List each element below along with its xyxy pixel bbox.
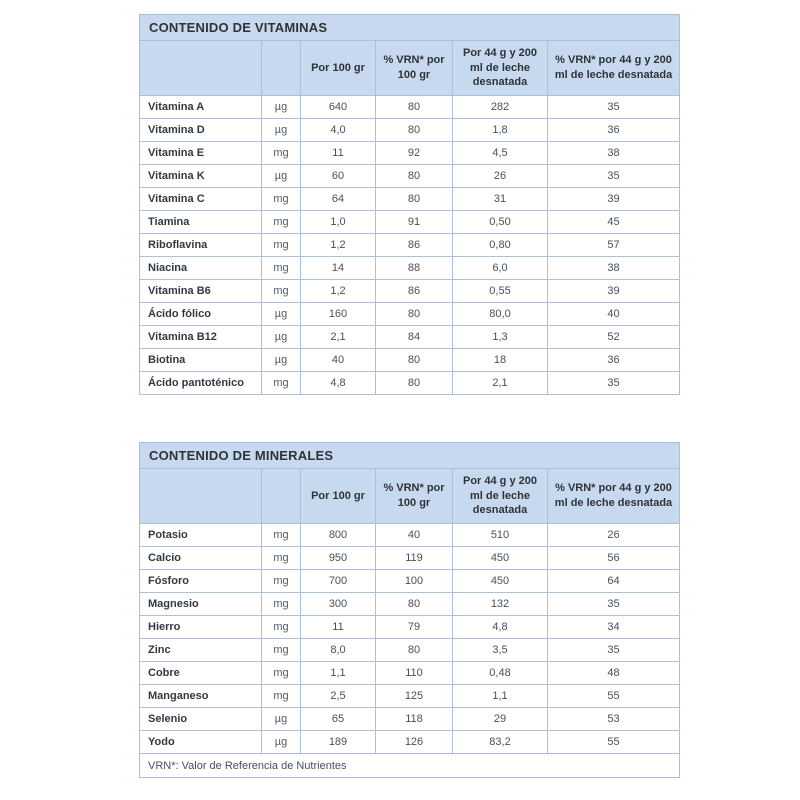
unit-cell: µg	[262, 708, 301, 731]
vitamins-table	[139, 14, 680, 395]
per-serving-cell: 0,55	[453, 280, 548, 303]
empty-header-cell	[140, 41, 262, 96]
empty-header-cell	[262, 41, 301, 96]
nutrient-name-cell: Potasio	[140, 524, 262, 547]
footnote-row	[140, 754, 680, 778]
table-row	[140, 96, 680, 119]
table-row	[140, 524, 680, 547]
minerals-title-row	[140, 443, 680, 469]
per-100-cell: 950	[301, 547, 376, 570]
vrn-serving-cell: 45	[548, 211, 680, 234]
column-header-vrn-serving: % VRN* por 44 g y 200 ml de leche desnatada	[548, 469, 680, 524]
per-100-cell: 8,0	[301, 639, 376, 662]
per-100-cell: 189	[301, 731, 376, 754]
vitamins-title-row	[140, 15, 680, 41]
unit-cell: mg	[262, 616, 301, 639]
vrn-serving-cell: 35	[548, 165, 680, 188]
vrn-100-cell: 80	[376, 119, 453, 142]
vitamins-header-row	[140, 41, 680, 96]
unit-cell: mg	[262, 547, 301, 570]
vrn-100-cell: 125	[376, 685, 453, 708]
per-serving-cell: 26	[453, 165, 548, 188]
per-serving-cell: 18	[453, 349, 548, 372]
vrn-100-cell: 91	[376, 211, 453, 234]
unit-cell: µg	[262, 349, 301, 372]
vrn-serving-cell: 39	[548, 188, 680, 211]
per-serving-cell: 0,80	[453, 234, 548, 257]
per-serving-cell: 3,5	[453, 639, 548, 662]
vrn-100-cell: 84	[376, 326, 453, 349]
vrn-serving-cell: 36	[548, 119, 680, 142]
unit-cell: mg	[262, 234, 301, 257]
unit-cell: mg	[262, 662, 301, 685]
table-row	[140, 303, 680, 326]
per-100-cell: 11	[301, 142, 376, 165]
per-serving-cell: 1,8	[453, 119, 548, 142]
vrn-100-cell: 119	[376, 547, 453, 570]
vrn-100-cell: 80	[376, 96, 453, 119]
nutrient-name-cell: Vitamina A	[140, 96, 262, 119]
vrn-100-cell: 80	[376, 188, 453, 211]
vrn-serving-cell: 34	[548, 616, 680, 639]
vrn-footnote: VRN*: Valor de Referencia de Nutrientes	[140, 754, 680, 778]
unit-cell: mg	[262, 570, 301, 593]
nutrient-name-cell: Ácido fólico	[140, 303, 262, 326]
per-100-cell: 800	[301, 524, 376, 547]
nutrient-name-cell: Selenio	[140, 708, 262, 731]
column-header-per-serving: Por 44 g y 200 ml de leche desnatada	[453, 469, 548, 524]
table-row	[140, 593, 680, 616]
per-serving-cell: 31	[453, 188, 548, 211]
per-100-cell: 1,2	[301, 234, 376, 257]
nutrient-name-cell: Vitamina E	[140, 142, 262, 165]
table-row	[140, 188, 680, 211]
per-serving-cell: 83,2	[453, 731, 548, 754]
per-100-cell: 1,1	[301, 662, 376, 685]
minerals-table-title: CONTENIDO DE MINERALES	[140, 443, 680, 469]
vrn-serving-cell: 57	[548, 234, 680, 257]
per-100-cell: 160	[301, 303, 376, 326]
vrn-100-cell: 92	[376, 142, 453, 165]
vrn-serving-cell: 55	[548, 685, 680, 708]
vrn-100-cell: 79	[376, 616, 453, 639]
vrn-100-cell: 100	[376, 570, 453, 593]
per-100-cell: 1,2	[301, 280, 376, 303]
vrn-100-cell: 80	[376, 372, 453, 395]
per-serving-cell: 132	[453, 593, 548, 616]
vrn-serving-cell: 35	[548, 639, 680, 662]
unit-cell: mg	[262, 211, 301, 234]
per-serving-cell: 0,48	[453, 662, 548, 685]
empty-header-cell	[262, 469, 301, 524]
vrn-serving-cell: 48	[548, 662, 680, 685]
table-row	[140, 119, 680, 142]
vrn-100-cell: 86	[376, 280, 453, 303]
table-row	[140, 280, 680, 303]
per-100-cell: 4,8	[301, 372, 376, 395]
unit-cell: µg	[262, 96, 301, 119]
per-100-cell: 60	[301, 165, 376, 188]
unit-cell: µg	[262, 119, 301, 142]
per-serving-cell: 4,5	[453, 142, 548, 165]
per-serving-cell: 450	[453, 570, 548, 593]
vrn-serving-cell: 36	[548, 349, 680, 372]
unit-cell: µg	[262, 165, 301, 188]
unit-cell: µg	[262, 731, 301, 754]
per-serving-cell: 0,50	[453, 211, 548, 234]
nutrient-name-cell: Vitamina C	[140, 188, 262, 211]
table-row	[140, 685, 680, 708]
vrn-serving-cell: 38	[548, 142, 680, 165]
vitamins-table-title: CONTENIDO DE VITAMINAS	[140, 15, 680, 41]
per-100-cell: 4,0	[301, 119, 376, 142]
column-header-vrn-serving: % VRN* por 44 g y 200 ml de leche desnatada	[548, 41, 680, 96]
table-row	[140, 349, 680, 372]
column-header-per-100: Por 100 gr	[301, 469, 376, 524]
nutrient-name-cell: Magnesio	[140, 593, 262, 616]
per-serving-cell: 282	[453, 96, 548, 119]
per-100-cell: 300	[301, 593, 376, 616]
per-serving-cell: 510	[453, 524, 548, 547]
vrn-100-cell: 118	[376, 708, 453, 731]
nutrient-name-cell: Tiamina	[140, 211, 262, 234]
nutrient-name-cell: Yodo	[140, 731, 262, 754]
vrn-100-cell: 88	[376, 257, 453, 280]
per-100-cell: 640	[301, 96, 376, 119]
per-serving-cell: 80,0	[453, 303, 548, 326]
nutrient-name-cell: Riboflavina	[140, 234, 262, 257]
unit-cell: mg	[262, 639, 301, 662]
nutrient-name-cell: Hierro	[140, 616, 262, 639]
vrn-serving-cell: 56	[548, 547, 680, 570]
vrn-serving-cell: 52	[548, 326, 680, 349]
table-row	[140, 142, 680, 165]
table-row	[140, 372, 680, 395]
table-row	[140, 257, 680, 280]
table-row	[140, 639, 680, 662]
nutrient-name-cell: Fósforo	[140, 570, 262, 593]
unit-cell: mg	[262, 280, 301, 303]
vrn-serving-cell: 40	[548, 303, 680, 326]
unit-cell: µg	[262, 303, 301, 326]
table-row	[140, 234, 680, 257]
minerals-header-row	[140, 469, 680, 524]
vrn-100-cell: 80	[376, 639, 453, 662]
per-serving-cell: 4,8	[453, 616, 548, 639]
table-row	[140, 616, 680, 639]
table-row	[140, 211, 680, 234]
nutrient-name-cell: Ácido pantoténico	[140, 372, 262, 395]
nutrient-name-cell: Zinc	[140, 639, 262, 662]
vrn-serving-cell: 35	[548, 593, 680, 616]
nutrient-name-cell: Manganeso	[140, 685, 262, 708]
vrn-serving-cell: 26	[548, 524, 680, 547]
vrn-serving-cell: 35	[548, 372, 680, 395]
nutrient-name-cell: Niacina	[140, 257, 262, 280]
table-row	[140, 547, 680, 570]
per-100-cell: 11	[301, 616, 376, 639]
per-100-cell: 65	[301, 708, 376, 731]
per-100-cell: 64	[301, 188, 376, 211]
vrn-100-cell: 80	[376, 303, 453, 326]
per-serving-cell: 2,1	[453, 372, 548, 395]
unit-cell: mg	[262, 188, 301, 211]
column-header-per-100: Por 100 gr	[301, 41, 376, 96]
nutrient-name-cell: Vitamina B6	[140, 280, 262, 303]
table-row	[140, 662, 680, 685]
per-100-cell: 40	[301, 349, 376, 372]
per-100-cell: 1,0	[301, 211, 376, 234]
nutrient-name-cell: Biotina	[140, 349, 262, 372]
table-row	[140, 165, 680, 188]
unit-cell: mg	[262, 257, 301, 280]
per-serving-cell: 450	[453, 547, 548, 570]
vrn-100-cell: 110	[376, 662, 453, 685]
vrn-serving-cell: 35	[548, 96, 680, 119]
vrn-100-cell: 80	[376, 593, 453, 616]
nutrient-name-cell: Vitamina D	[140, 119, 262, 142]
per-serving-cell: 29	[453, 708, 548, 731]
per-serving-cell: 1,3	[453, 326, 548, 349]
vrn-100-cell: 86	[376, 234, 453, 257]
column-header-vrn-100: % VRN* por 100 gr	[376, 469, 453, 524]
vrn-100-cell: 80	[376, 165, 453, 188]
nutrient-name-cell: Vitamina B12	[140, 326, 262, 349]
column-header-vrn-100: % VRN* por 100 gr	[376, 41, 453, 96]
table-row	[140, 708, 680, 731]
per-100-cell: 14	[301, 257, 376, 280]
vrn-100-cell: 80	[376, 349, 453, 372]
table-row	[140, 570, 680, 593]
per-100-cell: 2,1	[301, 326, 376, 349]
unit-cell: mg	[262, 524, 301, 547]
per-100-cell: 2,5	[301, 685, 376, 708]
unit-cell: mg	[262, 593, 301, 616]
vrn-100-cell: 126	[376, 731, 453, 754]
vrn-serving-cell: 55	[548, 731, 680, 754]
vrn-serving-cell: 39	[548, 280, 680, 303]
per-serving-cell: 6,0	[453, 257, 548, 280]
table-row	[140, 326, 680, 349]
unit-cell: µg	[262, 326, 301, 349]
vrn-serving-cell: 53	[548, 708, 680, 731]
nutrient-name-cell: Cobre	[140, 662, 262, 685]
vrn-serving-cell: 38	[548, 257, 680, 280]
unit-cell: mg	[262, 372, 301, 395]
unit-cell: mg	[262, 685, 301, 708]
vrn-serving-cell: 64	[548, 570, 680, 593]
per-serving-cell: 1,1	[453, 685, 548, 708]
unit-cell: mg	[262, 142, 301, 165]
minerals-table	[139, 442, 680, 778]
empty-header-cell	[140, 469, 262, 524]
table-row	[140, 731, 680, 754]
per-100-cell: 700	[301, 570, 376, 593]
nutrient-name-cell: Vitamina K	[140, 165, 262, 188]
nutrient-name-cell: Calcio	[140, 547, 262, 570]
column-header-per-serving: Por 44 g y 200 ml de leche desnatada	[453, 41, 548, 96]
vrn-100-cell: 40	[376, 524, 453, 547]
